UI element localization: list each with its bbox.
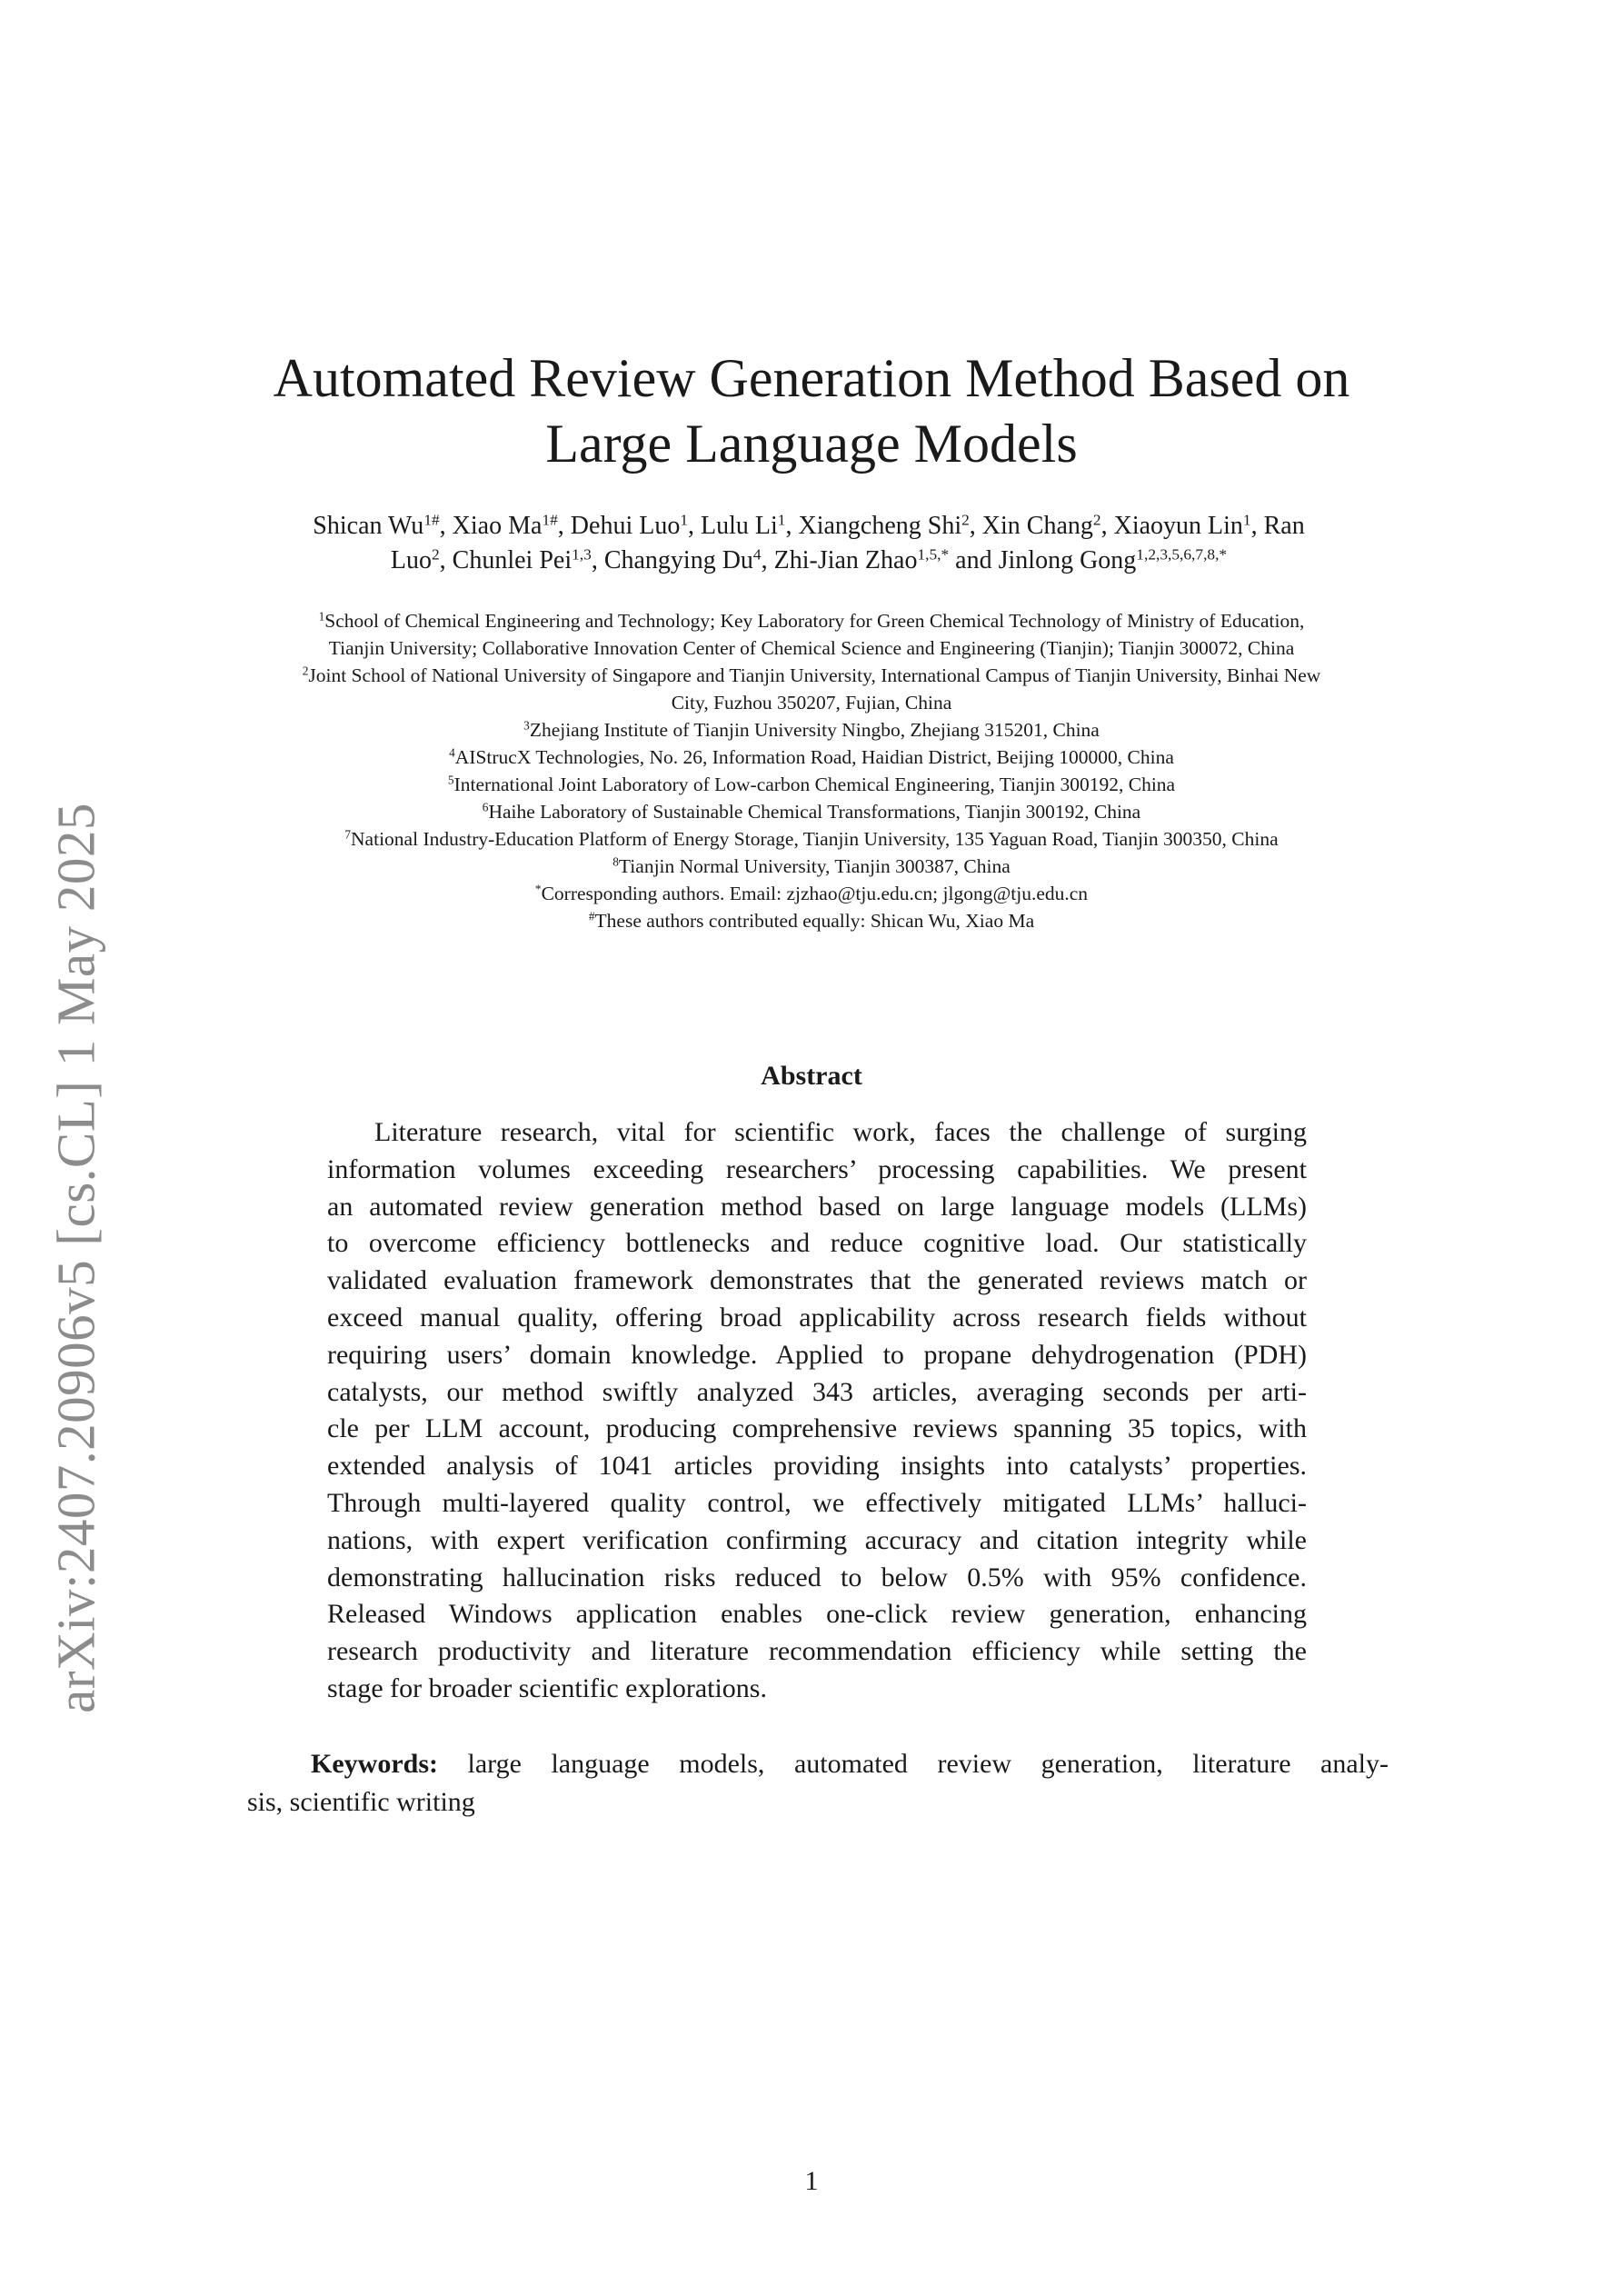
author-affiliation-mark: 1,5,* [917, 545, 950, 564]
affiliation-text: Tianjin Normal University, Tianjin 300387, China [618, 855, 1011, 877]
affiliation-mark: 4 [449, 745, 455, 760]
author-affiliation-mark: 1 [680, 511, 689, 529]
affiliation-text: School of Chemical Engineering and Technology; Key Laboratory for Green Chemical Technology of Ministry of Education, [324, 610, 1305, 632]
author-affiliation-mark: 1 [1242, 511, 1251, 529]
affiliation-mark: * [534, 882, 542, 896]
affiliation-text: Corresponding authors. Email: zjzhao@tju.edu.cn; jlgong@tju.edu.cn [541, 883, 1089, 904]
affiliation-text: AIStrucX Technologies, No. 26, Information Road, Haidian District, Beijing 100000, China [454, 746, 1174, 768]
paper-title-line: Large Language Models [545, 414, 1078, 474]
affiliation-line [182, 771, 1441, 798]
affiliation-mark: 3 [523, 718, 530, 733]
abstract-line: stage for broader scientific explorations. [327, 1672, 767, 1703]
author-name: Zhi-Jian Zhao [773, 546, 918, 574]
author-name: Changying Du [603, 546, 753, 574]
author-name: Xiaoyun Lin [1113, 512, 1243, 540]
affiliation-mark: 2 [302, 664, 309, 678]
author-name: Ran [1263, 512, 1305, 540]
abstract-line: to overcome efficiency bottlenecks and reduce cognitive load. Our statistically [327, 1228, 1307, 1259]
abstract-body [327, 1114, 1307, 1708]
affiliation-text: National Industry-Education Platform of Energy Storage, Tianjin University, 135 Yaguan Road, Tianjin 300350, China [351, 828, 1279, 850]
abstract-line: catalysts, our method swiftly analyzed 343 articles, averaging seconds per arti- [327, 1376, 1307, 1407]
author-name: Dehui Luo [570, 512, 681, 540]
author-line: Luo$^2$, Chunlei Pei$^{1,3}$, Changying Du$^4$, Zhi-Jian Zhao$^{1,5,*}$ and Jinlong Gong$^{1,2,3,5,6,7,8,*}$ [390, 545, 1228, 574]
affiliation-list [182, 607, 1441, 934]
abstract-heading: Abstract [761, 1061, 862, 1091]
author-name: Xiao Ma [452, 512, 543, 540]
abstract-line: requiring users’ domain knowledge. Applied to propane dehydrogenation (PDH) [327, 1339, 1307, 1370]
author-name: Xiangcheng Shi [798, 512, 962, 540]
abstract-line: an automated review generation method based on large language models (LLMs) [327, 1191, 1307, 1222]
author-name: Jinlong Gong [998, 546, 1137, 574]
affiliation-line [182, 744, 1441, 771]
keywords-line: sis, scientific writing [247, 1787, 475, 1817]
paper-title [0, 345, 1623, 476]
abstract-line: Through multi-layered quality control, we effectively mitigated LLMs’ halluci- [327, 1487, 1307, 1518]
affiliation-line [182, 689, 1441, 716]
affiliation-mark: 5 [447, 773, 454, 787]
abstract-line: validated evaluation framework demonstrates that the generated reviews match or [327, 1265, 1307, 1296]
affiliation-text: Haihe Laboratory of Sustainable Chemical Transformations, Tianjin 300192, China [488, 801, 1141, 823]
author-name: Chunlei Pei [452, 546, 573, 574]
affiliation-line [182, 634, 1441, 662]
affiliation-text: International Joint Laboratory of Low-carbon Chemical Engineering, Tianjin 300192, China [453, 774, 1176, 795]
abstract-line: exceed manual quality, offering broad applicability across research fields without [327, 1302, 1307, 1333]
abstract-line: extended analysis of 1041 articles providing insights into catalysts’ properties. [327, 1451, 1307, 1482]
affiliation-line [182, 798, 1441, 825]
abstract-line: information volumes exceeding researchers’ processing capabilities. We present [327, 1153, 1307, 1184]
affiliation-text: Tianjin University; Collaborative Innovation Center of Chemical Science and Engineering (Tianjin); Tianjin 300072, China [328, 637, 1295, 659]
affiliation-mark: 8 [612, 854, 619, 869]
abstract-line: nations, with expert verification confirming accuracy and citation integrity while [327, 1524, 1307, 1555]
affiliation-mark: 6 [482, 800, 489, 814]
affiliation-mark: 7 [344, 827, 352, 842]
author-affiliation-mark: 2 [1092, 511, 1101, 529]
affiliation-mark: 1 [318, 609, 325, 624]
affiliation-line [182, 716, 1441, 744]
author-affiliation-mark: 1# [542, 511, 558, 529]
affiliation-text: These authors contributed equally: Shican Wu, Xiao Ma [594, 910, 1035, 932]
author-affiliation-mark: 1,2,3,5,6,7,8,* [1136, 545, 1228, 564]
author-name: Luo [390, 546, 432, 574]
abstract-line: research productivity and literature recommendation efficiency while setting the [327, 1636, 1307, 1667]
abstract-line: demonstrating hallucination risks reduced to below 0.5% with 95% confidence. [327, 1562, 1307, 1592]
page-number: 1 [804, 2166, 819, 2196]
affiliation-line [182, 853, 1441, 880]
affiliation-line [182, 662, 1441, 689]
author-name: Lulu Li [701, 512, 778, 540]
affiliation-text: Joint School of National University of Singapore and Tianjin University, International Campus of Tianjin University, Binhai New [308, 664, 1321, 686]
affiliation-line [182, 907, 1441, 934]
abstract-line: Released Windows application enables one-click review generation, enhancing [327, 1599, 1307, 1630]
author-list [236, 509, 1381, 578]
author-name: Xin Chang [981, 512, 1093, 540]
abstract-line: cle per LLM account, producing comprehensive reviews spanning 35 topics, with [327, 1413, 1307, 1444]
author-affiliation-mark: 2 [431, 545, 440, 564]
affiliation-line [182, 880, 1441, 907]
affiliation-mark: # [588, 909, 595, 923]
abstract-line: Literature research, vital for scientific work, faces the challenge of surging [374, 1117, 1307, 1147]
affiliation-text: Zhejiang Institute of Tianjin University Ningbo, Zhejiang 315201, China [529, 719, 1100, 741]
affiliation-line [182, 607, 1441, 634]
author-affiliation-mark: 2 [961, 511, 970, 529]
author-affiliation-mark: 1# [423, 511, 440, 529]
keywords-line [247, 1745, 1389, 1783]
paper-title-line: Automated Review Generation Method Based on [273, 348, 1350, 409]
keywords-section [247, 1745, 1389, 1822]
author-affiliation-mark: 1,3 [572, 545, 592, 564]
arxiv-stamp-text: arXiv:2407.20906v5 [cs.CL] 1 May 2025 [45, 803, 106, 1713]
keywords-label: Keywords: [311, 1749, 438, 1779]
affiliation-line [182, 825, 1441, 853]
author-affiliation-mark: 4 [752, 545, 762, 564]
affiliation-text: City, Fuzhou 350207, Fujian, China [671, 692, 952, 714]
author-affiliation-mark: 1 [777, 511, 786, 529]
keywords-text: large language models, automated review generation, literature analy- [467, 1749, 1389, 1779]
author-name: Shican Wu [313, 512, 424, 540]
author-line: Shican $Wu^{1\#}$, Xiao $Ma^{1\#}$, Dehui Luo$^1$, Lulu Li$^1$, Xiangcheng Shi$^2$, Xin Chang$^2$, Xiaoyun Lin$^1$, Ran [313, 511, 1305, 540]
